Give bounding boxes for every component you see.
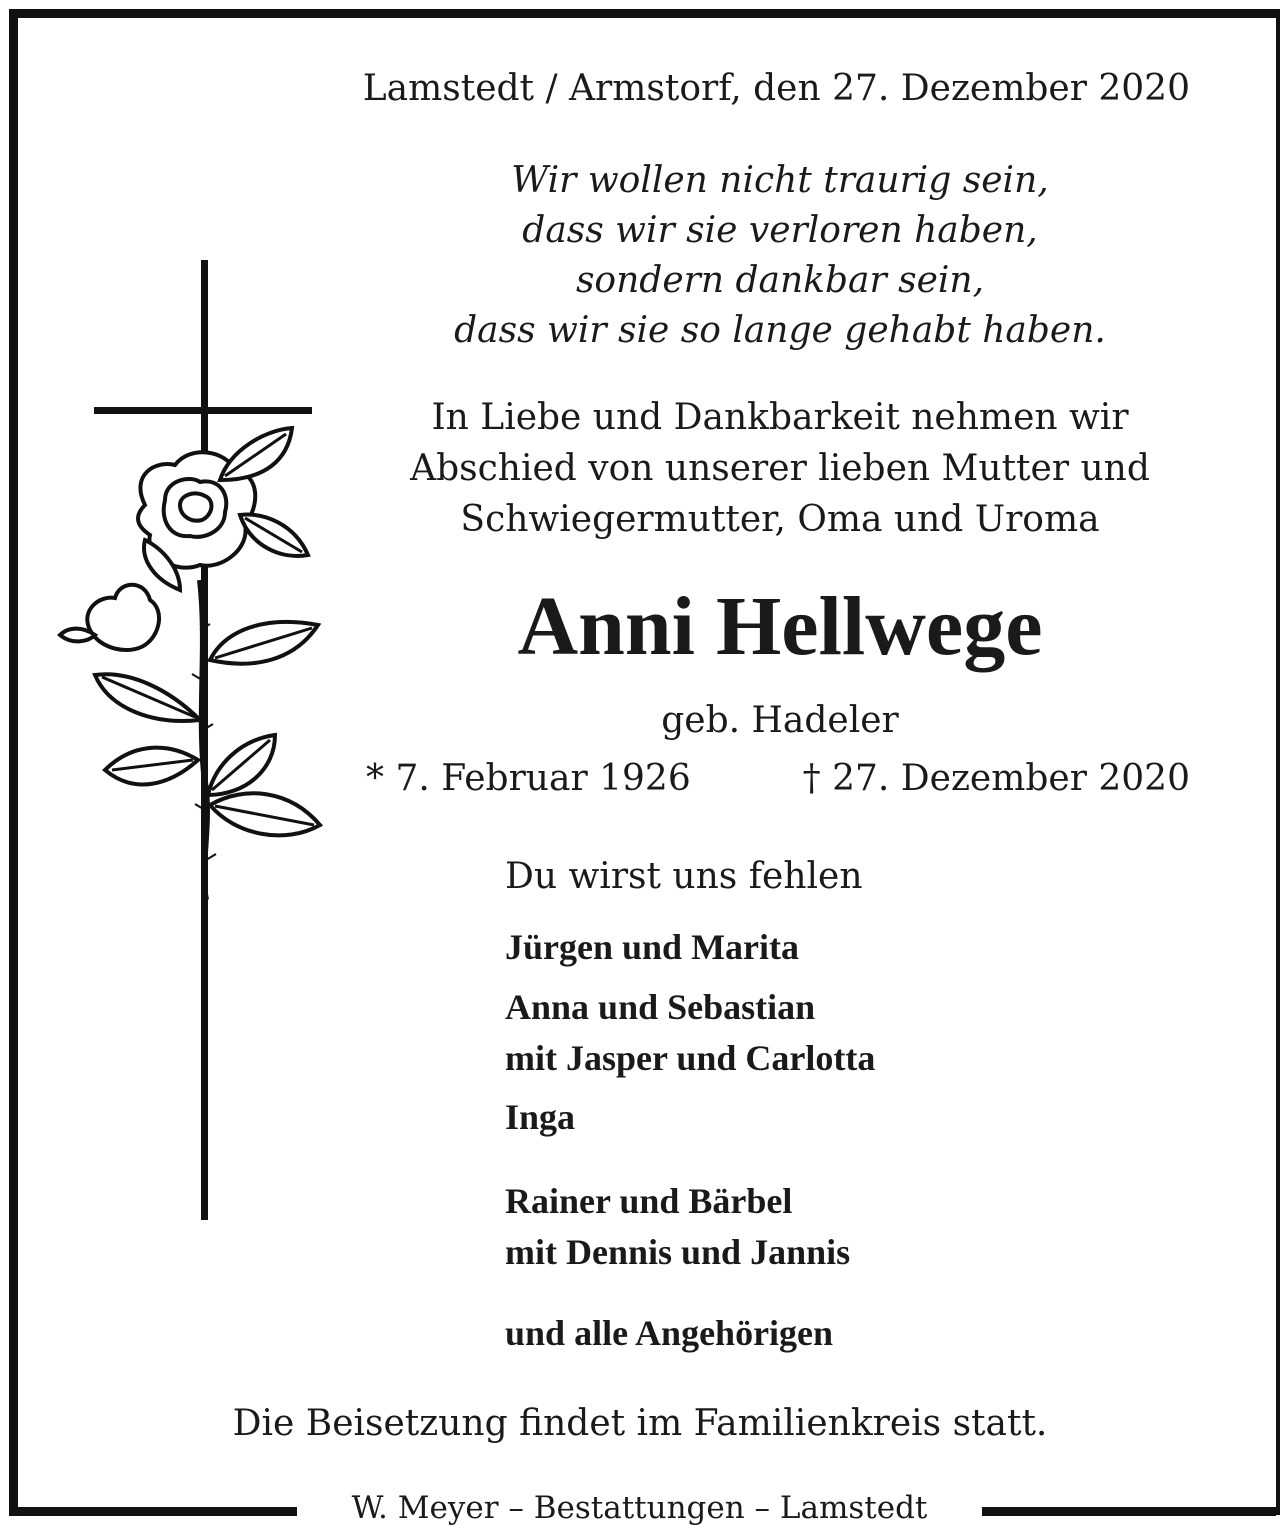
poem-line: Wir wollen nicht traurig sein, xyxy=(511,160,1049,201)
poem-line: dass wir sie so lange gehabt haben. xyxy=(454,310,1106,351)
death-date: † 27. Dezember 2020 xyxy=(802,758,1190,799)
family-line: Jürgen und Marita xyxy=(505,927,800,967)
poem xyxy=(440,156,1120,356)
closing-line: Du wirst uns fehlen xyxy=(505,856,863,897)
burial-note: Die Beisetzung findet im Familienkreis statt. xyxy=(232,1403,1048,1444)
deceased-name: Anni Hellwege xyxy=(517,580,1043,673)
family-line: mit Jasper und Carlotta xyxy=(505,1038,876,1078)
family-line: Rainer und Bärbel xyxy=(505,1181,793,1221)
footer-rule-right xyxy=(982,1507,1276,1516)
intro-line: Schwiegermutter, Oma und Uroma xyxy=(460,499,1100,540)
poem-line: dass wir sie verloren haben, xyxy=(522,210,1038,251)
birth-date: * 7. Februar 1926 xyxy=(366,758,691,799)
family-line: Inga xyxy=(505,1097,576,1137)
place-date: Lamstedt / Armstorf, den 27. Dezember 2020 xyxy=(362,68,1190,109)
family-line: Anna und Sebastian xyxy=(505,987,816,1027)
intro-line: In Liebe und Dankbarkeit nehmen wir xyxy=(431,397,1129,438)
poem-line: sondern dankbar sein, xyxy=(575,260,985,301)
birth-name: geb. Hadeler xyxy=(661,700,899,741)
footer-rule-left xyxy=(9,1507,297,1516)
cross-with-rose-icon xyxy=(50,250,340,1230)
funeral-home: W. Meyer – Bestattungen – Lamstedt xyxy=(351,1490,928,1526)
family-line: und alle Angehörigen xyxy=(505,1313,834,1353)
intro-line: Abschied von unserer lieben Mutter und xyxy=(410,448,1150,489)
family-line: mit Dennis und Jannis xyxy=(505,1232,851,1272)
intro-text xyxy=(360,392,1200,545)
